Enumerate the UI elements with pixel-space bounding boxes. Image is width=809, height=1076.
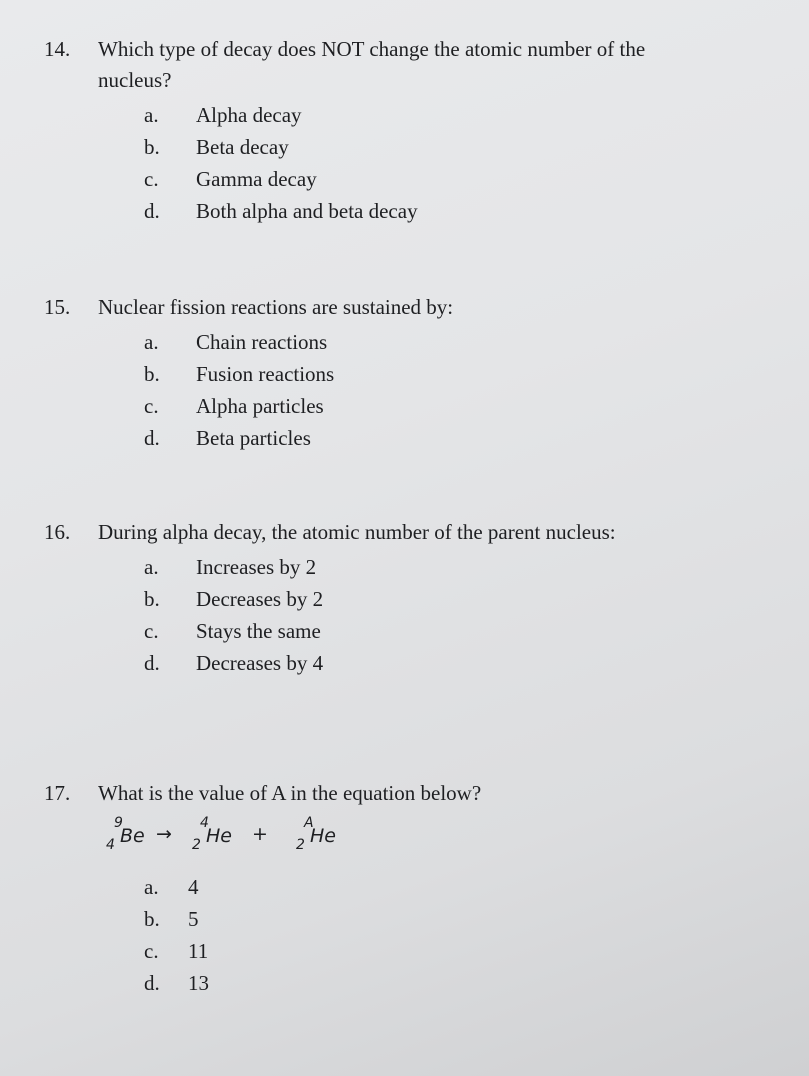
question-stem — [44, 292, 744, 323]
question-text: What is the value of A in the equation below? — [98, 781, 482, 805]
option-text: Fusion reactions — [196, 362, 335, 386]
option-letter: a. — [144, 103, 159, 127]
option-d[interactable] — [144, 195, 744, 227]
option-letter: d. — [144, 426, 160, 450]
question-text: Which type of decay does NOT change the atomic number of the nucleus? — [98, 37, 646, 92]
question-17 — [44, 778, 744, 999]
question-number: 15. — [44, 295, 71, 319]
question-text: During alpha decay, the atomic number of the parent nucleus: — [98, 520, 616, 544]
option-text: Alpha particles — [196, 394, 324, 418]
option-text: 4 — [188, 875, 199, 899]
question-stem — [44, 778, 744, 809]
atomic-number: 2 — [296, 837, 305, 853]
question-15 — [44, 292, 744, 454]
option-b[interactable] — [144, 583, 744, 615]
option-letter: b. — [144, 907, 160, 931]
nuclear-equation — [106, 813, 744, 865]
option-letter: c. — [144, 619, 159, 643]
option-text: Beta particles — [196, 426, 311, 450]
option-c[interactable] — [144, 390, 744, 422]
option-text: 11 — [188, 939, 209, 963]
mass-number: A — [304, 815, 314, 831]
option-letter: c. — [144, 167, 159, 191]
option-d[interactable] — [144, 422, 744, 454]
option-letter: c. — [144, 394, 159, 418]
options-list — [44, 326, 744, 454]
option-c[interactable] — [144, 615, 744, 647]
question-text: Nuclear fission reactions are sustained by: — [98, 295, 454, 319]
element-symbol: He — [310, 825, 336, 847]
plus-sign: + — [252, 823, 268, 845]
options-list — [44, 99, 744, 227]
option-letter: b. — [144, 135, 160, 159]
mass-number: 4 — [200, 815, 209, 831]
option-letter: d. — [144, 651, 160, 675]
option-a[interactable] — [144, 551, 744, 583]
reaction-arrow-icon: → — [156, 823, 172, 845]
option-b[interactable] — [144, 903, 744, 935]
option-text: Gamma decay — [196, 167, 317, 191]
question-number: 16. — [44, 520, 71, 544]
option-text: Increases by 2 — [196, 555, 317, 579]
option-c[interactable] — [144, 935, 744, 967]
option-letter: a. — [144, 555, 159, 579]
option-a[interactable] — [144, 326, 744, 358]
option-text: 5 — [188, 907, 199, 931]
option-letter: a. — [144, 330, 159, 354]
mass-number: 9 — [114, 815, 123, 831]
option-letter: d. — [144, 199, 160, 223]
option-d[interactable] — [144, 647, 744, 679]
question-14 — [44, 34, 744, 227]
option-c[interactable] — [144, 163, 744, 195]
option-d[interactable] — [144, 967, 744, 999]
question-16 — [44, 517, 744, 679]
option-letter: c. — [144, 939, 159, 963]
option-text: Decreases by 4 — [196, 651, 324, 675]
question-number: 17. — [44, 781, 71, 805]
option-text: Stays the same — [196, 619, 321, 643]
option-text: 13 — [188, 971, 209, 995]
element-symbol: He — [206, 825, 232, 847]
option-text: Chain reactions — [196, 330, 328, 354]
option-letter: a. — [144, 875, 159, 899]
options-list — [44, 551, 744, 679]
option-b[interactable] — [144, 358, 744, 390]
question-number: 14. — [44, 37, 71, 61]
option-text: Decreases by 2 — [196, 587, 324, 611]
question-stem — [44, 34, 744, 96]
atomic-number: 4 — [106, 837, 115, 853]
option-a[interactable] — [144, 99, 744, 131]
option-letter: b. — [144, 587, 160, 611]
option-text: Beta decay — [196, 135, 289, 159]
option-letter: d. — [144, 971, 160, 995]
option-letter: b. — [144, 362, 160, 386]
option-b[interactable] — [144, 131, 744, 163]
option-a[interactable] — [144, 871, 744, 903]
option-text: Alpha decay — [196, 103, 302, 127]
element-symbol: Be — [120, 825, 145, 847]
option-text: Both alpha and beta decay — [196, 199, 418, 223]
atomic-number: 2 — [192, 837, 201, 853]
question-stem — [44, 517, 744, 548]
options-list — [44, 871, 744, 999]
